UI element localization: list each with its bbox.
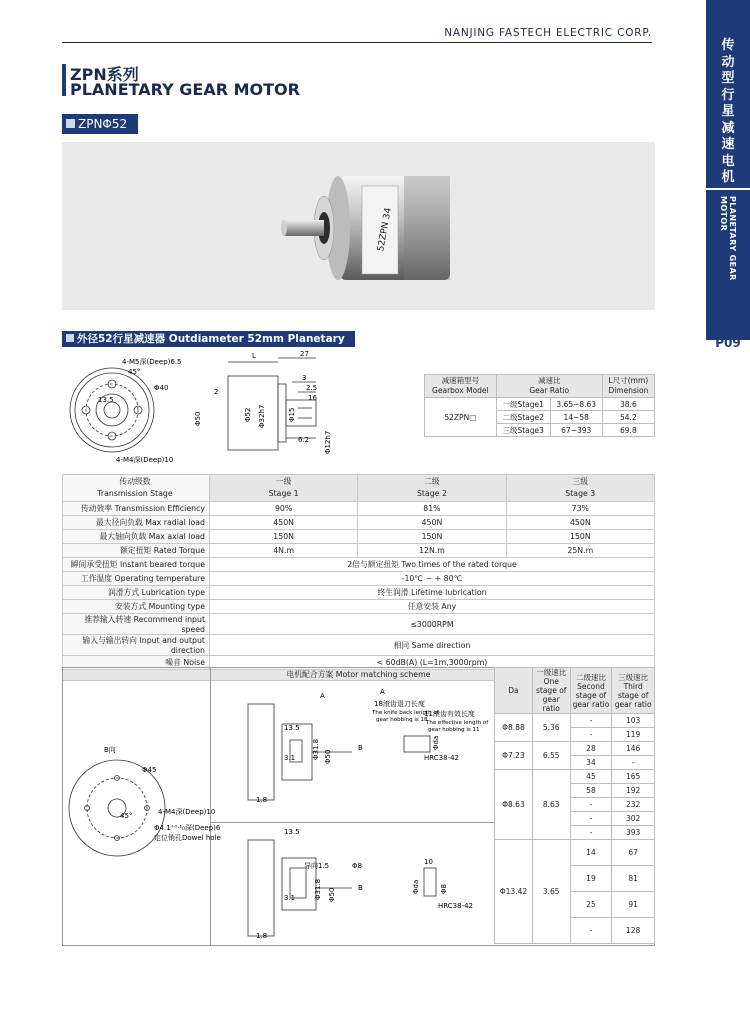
table-cell: 81 xyxy=(612,866,655,892)
table-cell: 34 xyxy=(570,756,612,770)
table-cell: 三级Stage3 xyxy=(496,424,550,437)
table-cell: 69.8 xyxy=(602,424,654,437)
b-label-1: B xyxy=(358,744,363,752)
text-label: L尺寸(mm) xyxy=(608,376,649,385)
table-cell: 润滑方式 Lubrication type xyxy=(63,586,210,600)
text-label: Stage 3 xyxy=(565,489,596,498)
table-row xyxy=(63,502,655,516)
text-label: 传 xyxy=(721,38,735,53)
dia50-label: Φ50 xyxy=(194,411,202,426)
table-cell: 额定扭矩 Rated Torque xyxy=(63,544,210,558)
table-cell: 67 xyxy=(612,840,655,866)
table-cell: 150N xyxy=(358,530,506,544)
text-label: PLANETARY GEAR MOTOR xyxy=(719,196,737,281)
a-label-1: A xyxy=(320,692,325,700)
text-label: 外径52行星减速器 Outdiameter 52mm Planetary Gearbox xyxy=(66,333,345,361)
eff-en1-label: The effective length of xyxy=(426,720,489,726)
table-cell: - xyxy=(612,756,655,770)
table-cell: 150N xyxy=(506,530,654,544)
table-cell: 相同 Same direction xyxy=(210,635,655,656)
text-label: 动 xyxy=(721,54,735,70)
table-cell xyxy=(496,375,602,398)
table-cell: 450N xyxy=(210,516,358,530)
text-label: 二级 xyxy=(424,477,440,486)
table-cell: 28 xyxy=(570,742,612,756)
table-row xyxy=(63,558,655,572)
table-cell: 119 xyxy=(612,728,655,742)
table-cell xyxy=(506,475,654,502)
dowel-en-label: 定位销孔Dowel hole xyxy=(154,834,221,842)
d31-label-2: 3.1 xyxy=(284,894,296,902)
text-label: 星 xyxy=(721,104,735,119)
sidebar-cn-title xyxy=(706,38,750,187)
table-row xyxy=(495,742,655,756)
table-cell: 输入与输出转向 Input and output direction xyxy=(63,635,210,656)
table-row xyxy=(63,572,655,586)
table-cell: Φ13.42 xyxy=(495,840,533,944)
table-cell: 103 xyxy=(612,714,655,728)
motor-angle-label: 45° xyxy=(120,812,133,820)
dia52-label: Φ52 xyxy=(244,407,252,422)
table-cell: 瞬间承受扭矩 Instant beared torque xyxy=(63,558,210,572)
table-cell: 传动效率 Transmission Efficiency xyxy=(63,502,210,516)
text-label: 传动级数 xyxy=(119,477,151,486)
table-cell: 19 xyxy=(570,866,612,892)
product-label-text: 52ZPN 34 xyxy=(376,207,394,253)
offset-label: 13.5 xyxy=(98,396,114,404)
len-27-label: 27 xyxy=(300,350,309,358)
table-cell xyxy=(425,375,497,398)
d318-label: Φ31.8 xyxy=(312,738,320,760)
length-label: L xyxy=(252,352,256,360)
text-label: 三级速比 xyxy=(618,672,649,682)
len3-label: 3 xyxy=(302,374,307,382)
text-label: Gear Ratio xyxy=(529,386,570,395)
table-cell: 二级Stage2 xyxy=(496,411,550,424)
h2-label: 2 xyxy=(214,388,219,396)
table-row xyxy=(495,714,655,728)
text-label: 一级速比 xyxy=(536,668,567,677)
table-cell: 150N xyxy=(210,530,358,544)
table-cell: - xyxy=(570,918,612,944)
text-label: ZPNΦ52 xyxy=(78,117,128,131)
page-number: P09 xyxy=(715,336,741,350)
text-label: 型 xyxy=(721,71,735,86)
motor-drawings xyxy=(62,668,494,945)
table-row xyxy=(63,600,655,614)
text-label: 一级 xyxy=(275,477,292,486)
table-cell: 12N.m xyxy=(358,544,506,558)
table-cell: - xyxy=(570,798,612,812)
table-row xyxy=(495,770,655,784)
product-photo xyxy=(62,142,655,310)
hrc-label-1: HRC38-42 xyxy=(424,754,460,762)
front-holes-label: 4-M5深(Deep)6.5 xyxy=(122,358,182,366)
table-cell: 91 xyxy=(612,892,655,918)
phi8b-label: Φ8 xyxy=(440,884,448,894)
key-label: 导向1.5 xyxy=(304,862,330,870)
table-cell: 推荐输入转速 Recommend input speed xyxy=(63,614,210,635)
dia32-label: Φ32h7 xyxy=(258,404,266,428)
eff-en2-label: gear hobbing is 11 xyxy=(428,727,480,733)
text-label: Third stage of gear ratio xyxy=(614,681,652,709)
b-label-2: B xyxy=(358,884,363,892)
table-cell: 14~58 xyxy=(550,411,602,424)
phi8-label: Φ8 xyxy=(352,862,362,870)
table-cell: 90% xyxy=(210,502,358,516)
hob-cn-label: 18滚齿退刀长度 xyxy=(374,700,425,708)
motor-caption: 电机配合方案 Motor matching scheme xyxy=(63,670,655,681)
text-label: 行 xyxy=(721,87,735,103)
table-cell: 25 xyxy=(570,892,612,918)
table-cell: Da xyxy=(495,668,533,714)
table-row xyxy=(63,530,655,544)
table-cell: 165 xyxy=(612,770,655,784)
table-cell xyxy=(532,668,570,714)
table-cell: 128 xyxy=(612,918,655,944)
dia12-label: Φ12h7 xyxy=(324,430,332,454)
table-cell: - xyxy=(570,728,612,742)
sidebar-en-title xyxy=(706,196,750,316)
dia15-label: Φ15 xyxy=(288,407,296,422)
tap-holes-label: 4-M4深(Deep)10 xyxy=(116,456,174,464)
text-label: 电 xyxy=(721,153,735,169)
table-row xyxy=(63,516,655,530)
table-cell: -10℃ ~ + 80℃ xyxy=(210,572,655,586)
table-cell: 安装方式 Mounting type xyxy=(63,600,210,614)
hob-en1-label: The knife back length of xyxy=(372,710,439,716)
table-cell: 8.63 xyxy=(532,770,570,840)
table-row xyxy=(63,544,655,558)
pcd-label: Φ40 xyxy=(154,384,169,392)
table-cell: Φ8.88 xyxy=(495,714,533,742)
len16-label: 16 xyxy=(308,394,317,402)
hrc-label-2: HRC38-42 xyxy=(438,902,474,910)
text-label: 减 xyxy=(721,120,735,136)
da-label-1: Φda xyxy=(432,735,440,750)
table-cell: 38.6 xyxy=(602,398,654,411)
header-rule xyxy=(62,42,652,43)
table-cell: Φ8.63 xyxy=(495,770,533,840)
table-row xyxy=(495,840,655,866)
table-cell: Φ7.23 xyxy=(495,742,533,770)
d18-label-2: 1.8 xyxy=(256,932,268,940)
table-cell: 5.36 xyxy=(532,714,570,742)
table-cell: 393 xyxy=(612,826,655,840)
d13-label: 13.5 xyxy=(284,724,300,732)
eff-cn-label: 11滚齿有效长度 xyxy=(424,710,475,718)
d50-label: Φ50 xyxy=(324,749,332,764)
text-label: One stage of gear ratio xyxy=(535,677,567,713)
dowel-label: Φ4.1⁺⁰·¹₀深(Deep)6 xyxy=(154,824,221,832)
table-row xyxy=(425,398,655,411)
ratio-table xyxy=(424,374,655,437)
model-header xyxy=(62,114,138,134)
table-cell: 一级Stage1 xyxy=(496,398,550,411)
table-cell: 工作温度 Operating temperature xyxy=(63,572,210,586)
table-cell: 450N xyxy=(506,516,654,530)
series-subtitle: PLANETARY GEAR MOTOR xyxy=(70,80,300,99)
text-label: Stage 1 xyxy=(268,489,299,498)
table-cell: 6.55 xyxy=(532,742,570,770)
text-label: Second stage of gear ratio xyxy=(572,681,610,709)
text-label: 减速箱型号 xyxy=(441,376,480,385)
table-cell: 81% xyxy=(358,502,506,516)
table-cell: 45 xyxy=(570,770,612,784)
table-cell: - xyxy=(570,812,612,826)
gearbox-drawing xyxy=(62,350,352,468)
table-cell: 146 xyxy=(612,742,655,756)
table-cell xyxy=(612,668,655,714)
text-label: 速 xyxy=(721,137,735,152)
table-cell: 4N.m xyxy=(210,544,358,558)
motor-ratio-table xyxy=(494,667,655,944)
table-cell xyxy=(602,375,654,398)
title-accent xyxy=(62,64,66,96)
ten-label: 10 xyxy=(424,858,433,866)
d18-label: 1.8 xyxy=(256,796,268,804)
table-cell: 58 xyxy=(570,784,612,798)
table-cell: 25N.m xyxy=(506,544,654,558)
table-cell: 54.2 xyxy=(602,411,654,424)
company-name: NANJING FASTECH ELECTRIC CORP. xyxy=(444,27,652,39)
table-cell: - xyxy=(570,826,612,840)
table-cell: 67~393 xyxy=(550,424,602,437)
gearbox-model-cell: 52ZPN□ xyxy=(425,398,497,437)
angle-label: 45° xyxy=(128,368,141,376)
table-cell: - xyxy=(570,714,612,728)
table-cell: 73% xyxy=(506,502,654,516)
len62-label: 6.2 xyxy=(298,436,310,444)
table-cell xyxy=(358,475,506,502)
table-row xyxy=(63,586,655,600)
text-label: Dimension xyxy=(608,386,649,395)
motor-tap-label: 4-M4深(Deep)10 xyxy=(158,808,216,816)
text-label: 机 xyxy=(721,170,735,185)
table-cell: 302 xyxy=(612,812,655,826)
text-label: Transmission Stage xyxy=(97,489,173,498)
len25-label: 2.5 xyxy=(306,384,318,392)
d318-label-2: Φ31.8 xyxy=(314,878,322,900)
table-cell: 232 xyxy=(612,798,655,812)
table-cell: 450N xyxy=(358,516,506,530)
hob-en2-label: gear hobbing is 18 xyxy=(376,717,428,723)
d50-label-2: Φ50 xyxy=(328,887,336,902)
da-label-2: Φda xyxy=(412,879,420,894)
table-row xyxy=(63,614,655,635)
text-label: 二级速比 xyxy=(575,672,606,682)
b-view-label: B向 xyxy=(104,746,116,754)
table-row xyxy=(63,635,655,656)
text-label: 三级 xyxy=(572,477,589,486)
table-cell: 3.65 xyxy=(532,840,570,944)
table-cell: 2倍与额定扭矩 Two times of the rated torque xyxy=(210,558,655,572)
a-label-2: A xyxy=(380,688,385,696)
table-cell: ≤3000RPM xyxy=(210,614,655,635)
text-label: Gearbox Model xyxy=(432,386,489,395)
d31-label: 3.1 xyxy=(284,754,296,762)
table-cell: 最大径向负载 Max radial load xyxy=(63,516,210,530)
table-cell xyxy=(63,475,210,502)
d13-label-2: 13.5 xyxy=(284,828,300,836)
table-cell: 14 xyxy=(570,840,612,866)
table-cell: 终生润滑 Lifetime lubrication xyxy=(210,586,655,600)
table-cell: 3.65~8.63 xyxy=(550,398,602,411)
sidebar-divider xyxy=(706,188,750,190)
table-cell: 噪音 Noise xyxy=(63,656,210,670)
text-label: Stage 2 xyxy=(416,489,447,498)
table-cell: 最大轴向负载 Max axial load xyxy=(63,530,210,544)
table-cell xyxy=(210,475,358,502)
spec-table xyxy=(62,474,655,681)
table-cell xyxy=(570,668,612,714)
table-cell: < 60dB(A) (L=1m,3000rpm) xyxy=(210,656,655,670)
table-cell: 任意安装 Any xyxy=(210,600,655,614)
phi45-label: Φ45 xyxy=(142,766,157,774)
table-cell: 192 xyxy=(612,784,655,798)
text-label: 减速比 xyxy=(537,376,561,385)
series-title: ZPN系列 xyxy=(70,65,139,84)
